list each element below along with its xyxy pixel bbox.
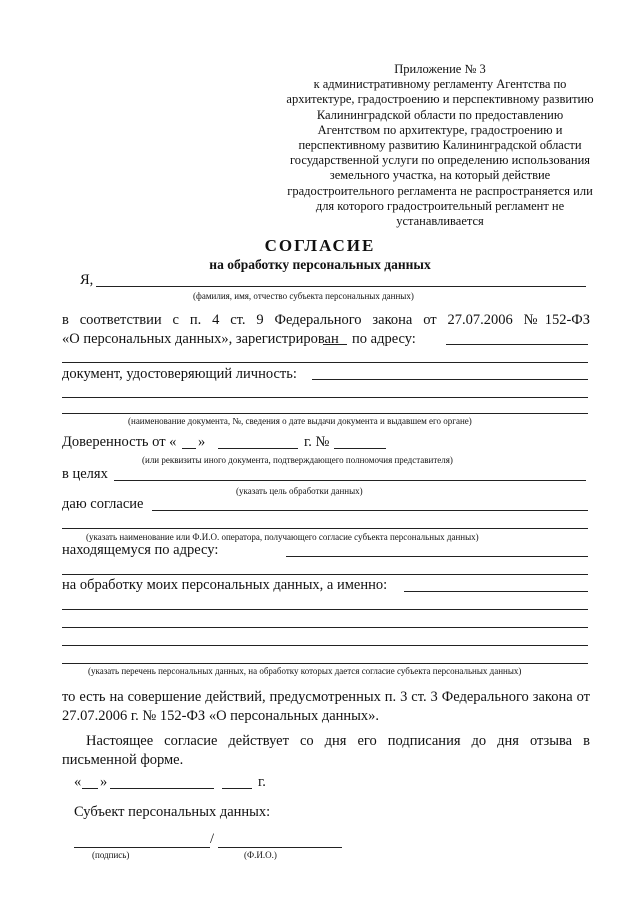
date-day-field[interactable] [82,788,98,789]
accordance-line2-a: «О персональных данных», зарегистрирован [62,331,339,347]
appendix-line: государственной услуги по определению использования [289,153,591,168]
operator-address-field-2[interactable] [62,574,588,575]
appendix-line: устанавливается [396,214,484,229]
appendix-line: перспективному развитию Калининградской области [298,138,582,153]
date-month-field[interactable] [110,788,214,789]
document-field-1[interactable] [312,379,588,380]
caption-purpose: (указать цель обработки данных) [236,486,363,496]
i-label: Я, [80,272,94,288]
date-year-suffix: г. [258,774,266,790]
appendix-block [270,62,610,229]
accordance-line1: в соответствии с п. 4 ст. 9 Федерального закона от 27.07.2006 №152-ФЗ [62,312,590,328]
registered-suffix-field[interactable] [323,344,347,345]
data-list-field-1[interactable] [404,591,588,592]
appendix-title: Приложение № 3 [394,62,486,76]
appendix-line: для которого градостроительный регламент не [315,198,565,213]
appendix-line: Калининградской области по предоставлению [316,107,564,122]
address-field-1[interactable] [446,344,588,345]
appendix-line: Агентством по архитектуре, градостроению и [317,122,563,137]
actions-paragraph: то есть на совершение действий, предусмотренных п. 3 ст. 3 Федерального закона от 27.07.2006 г. № 152-ФЗ «О персональных данных». [62,689,590,724]
document-field-3[interactable] [62,413,588,414]
document-title: СОГЛАСИЕ [264,236,376,255]
proxy-quote-close: » [198,434,206,450]
document-subtitle: на обработку персональных данных [209,257,431,272]
purpose-label: в целях [62,466,108,482]
caption-proxy: (или реквизиты иного документа, подтверждающего полномочия представителя) [142,455,453,465]
proxy-label: Доверенность от « [62,434,177,450]
caption-signature: (подпись) [92,850,130,860]
address-field-2[interactable] [62,362,588,363]
caption-operator: (указать наименование или Ф.И.О. оператора, получающего согласие субъекта персональных данных) [86,532,479,542]
consent-label: даю согласие [62,496,144,512]
proxy-year-number: г. № [304,434,330,450]
data-list-field-2[interactable] [62,609,588,610]
date-year-field[interactable] [222,788,252,789]
document-field-2[interactable] [62,397,588,398]
appendix-line: архитектуре, градостроению и перспективному развитию [286,92,594,107]
date-quote-close: » [100,774,108,790]
appendix-line: к административному регламенту Агентства по [313,77,567,92]
proxy-number-field[interactable] [334,448,386,449]
document-label: документ, удостоверяющий личность: [62,366,297,382]
processing-label: на обработку моих персональных данных, а именно: [62,577,388,593]
operator-field-1[interactable] [152,510,588,511]
appendix-line: земельного участка, на который действие [329,168,551,183]
validity-paragraph: Настоящее согласие действует со дня его подписания до дня отзыва в письменной форме. [62,733,590,768]
data-list-field-5[interactable] [62,663,588,664]
caption-fio-short: (Ф.И.О.) [244,850,277,860]
data-list-field-3[interactable] [62,627,588,628]
subject-fio-field[interactable] [218,847,342,848]
signature-field[interactable] [74,847,210,848]
caption-list: (указать перечень персональных данных, на обработку которых дается согласие субъекта персональных данных) [88,666,522,676]
proxy-day-field[interactable] [182,448,196,449]
caption-document: (наименование документа, №, сведения о дате выдачи документа и выдавшем его органе) [128,416,472,426]
signature-slash: / [210,831,215,847]
operator-address-field-1[interactable] [286,556,588,557]
subject-label: Субъект персональных данных: [74,804,271,820]
fio-field[interactable] [96,286,586,287]
proxy-month-field[interactable] [218,448,298,449]
purpose-field[interactable] [114,480,586,481]
caption-fio: (фамилия, имя, отчество субъекта персональных данных) [193,291,414,301]
appendix-line: градостроительного регламента не распространяется или [287,183,593,198]
accordance-line2-b: по адресу: [352,331,416,347]
operator-address-label: находящемуся по адресу: [62,542,219,558]
data-list-field-4[interactable] [62,645,588,646]
date-quote-open: « [74,774,82,790]
operator-field-2[interactable] [62,528,588,529]
